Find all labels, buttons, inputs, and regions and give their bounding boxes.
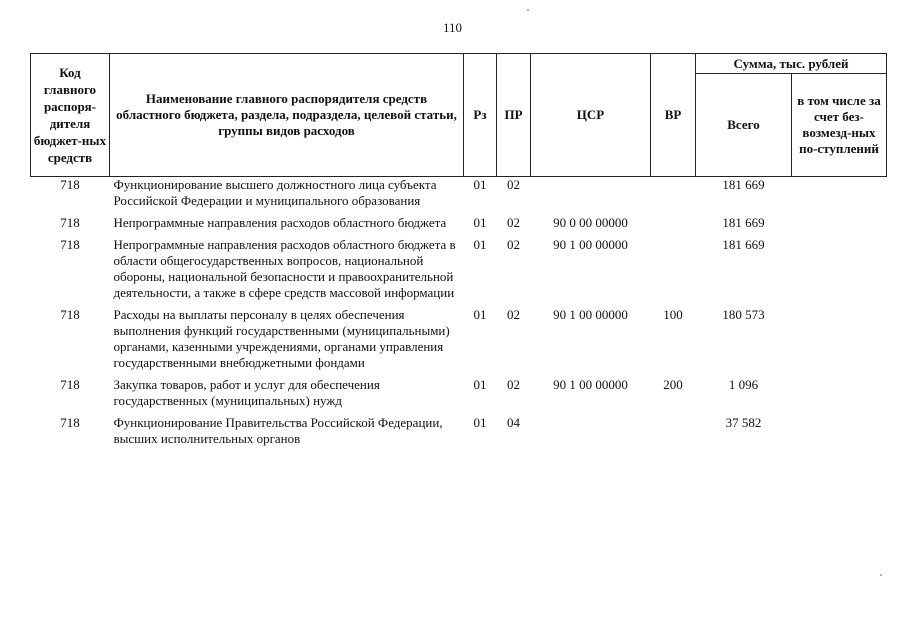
cell-total: 1 096: [728, 377, 759, 392]
cell-pr: 04: [507, 415, 520, 430]
budget-table: [30, 53, 887, 453]
cell-name: Функционирование Правительства Российской Федерации, высших исполнительных органов: [113, 415, 443, 446]
table-row: [31, 237, 887, 307]
cell-vr: [651, 215, 696, 237]
cell-csr: 90 0 00 00000: [553, 215, 628, 230]
cell-csr: [531, 177, 651, 216]
cell-gratuitous: [792, 307, 887, 377]
cell-csr: 90 1 00 00000: [553, 307, 628, 322]
scan-speck: [880, 574, 882, 576]
cell-code: 718: [60, 215, 80, 230]
page-number: 110: [442, 20, 463, 35]
cell-pr: 02: [507, 215, 520, 230]
cell-vr: 200: [663, 377, 683, 392]
cell-name: Функционирование высшего должностного лица субъекта Российской Федерации и муниципального образования: [113, 177, 437, 208]
scan-speck: [527, 9, 529, 11]
cell-gratuitous: [792, 377, 887, 415]
cell-rz: 01: [473, 237, 487, 252]
cell-gratuitous: [792, 215, 887, 237]
cell-name: Непрограммные направления расходов областного бюджета: [113, 215, 447, 230]
cell-pr: 02: [507, 377, 520, 392]
header-code: Код главного распоря-дителя бюджет-ных средств: [31, 54, 110, 177]
table-row: [31, 177, 887, 216]
cell-name: Закупка товаров, работ и услуг для обеспечения государственных (муниципальных) нужд: [113, 377, 380, 408]
cell-vr: [651, 237, 696, 307]
cell-code: 718: [60, 377, 80, 392]
header-gratuitous: в том числе за счет без-возмезд-ных по-ступлений: [792, 74, 887, 177]
cell-total: 37 582: [725, 415, 762, 430]
cell-total: 181 669: [722, 237, 765, 252]
cell-code: 718: [60, 237, 80, 252]
cell-pr: 02: [507, 177, 520, 192]
header-csr: ЦСР: [531, 54, 651, 177]
header-name: Наименование главного распорядителя средств областного бюджета, раздела, подраздела, целевой статьи, группы видов расходов: [110, 54, 464, 177]
table-row: [31, 377, 887, 415]
cell-total: 180 573: [722, 307, 765, 322]
cell-rz: 01: [473, 377, 487, 392]
header-rz: Рз: [464, 54, 497, 177]
table-row: [31, 415, 887, 453]
cell-total: 181 669: [722, 215, 765, 230]
cell-csr: 90 1 00 00000: [553, 377, 628, 392]
cell-name: Непрограммные направления расходов областного бюджета в области общегосударственных вопросов, национальной обороны, национальной безопасности и правоохранительной деятельности, а также в сфере средств массовой информации: [113, 237, 456, 300]
cell-vr: [651, 177, 696, 216]
cell-pr: 02: [507, 237, 520, 252]
cell-rz: 01: [473, 215, 487, 230]
cell-csr: [531, 415, 651, 453]
cell-code: 718: [60, 307, 80, 322]
table-row: [31, 215, 887, 237]
cell-gratuitous: [792, 237, 887, 307]
header-pr: ПР: [497, 54, 531, 177]
header-total: Всего: [696, 74, 792, 177]
cell-name: Расходы на выплаты персоналу в целях обеспечения выполнения функций государственными (муниципальными) органами, казенными учреждениями, органами управления государственными внебюджетными фондами: [113, 307, 450, 370]
cell-gratuitous: [792, 415, 887, 453]
cell-vr: 100: [663, 307, 683, 322]
cell-code: 718: [60, 415, 80, 430]
header-vr: ВР: [651, 54, 696, 177]
cell-rz: 01: [473, 177, 487, 192]
cell-rz: 01: [473, 307, 487, 322]
cell-code: 718: [60, 177, 80, 192]
cell-pr: 02: [507, 307, 520, 322]
table-row: [31, 307, 887, 377]
cell-rz: 01: [473, 415, 487, 430]
header-sum: Сумма, тыс. рублей: [696, 54, 887, 74]
cell-total: 181 669: [722, 177, 765, 192]
cell-gratuitous: [792, 177, 887, 216]
cell-csr: 90 1 00 00000: [553, 237, 628, 252]
cell-vr: [651, 415, 696, 453]
